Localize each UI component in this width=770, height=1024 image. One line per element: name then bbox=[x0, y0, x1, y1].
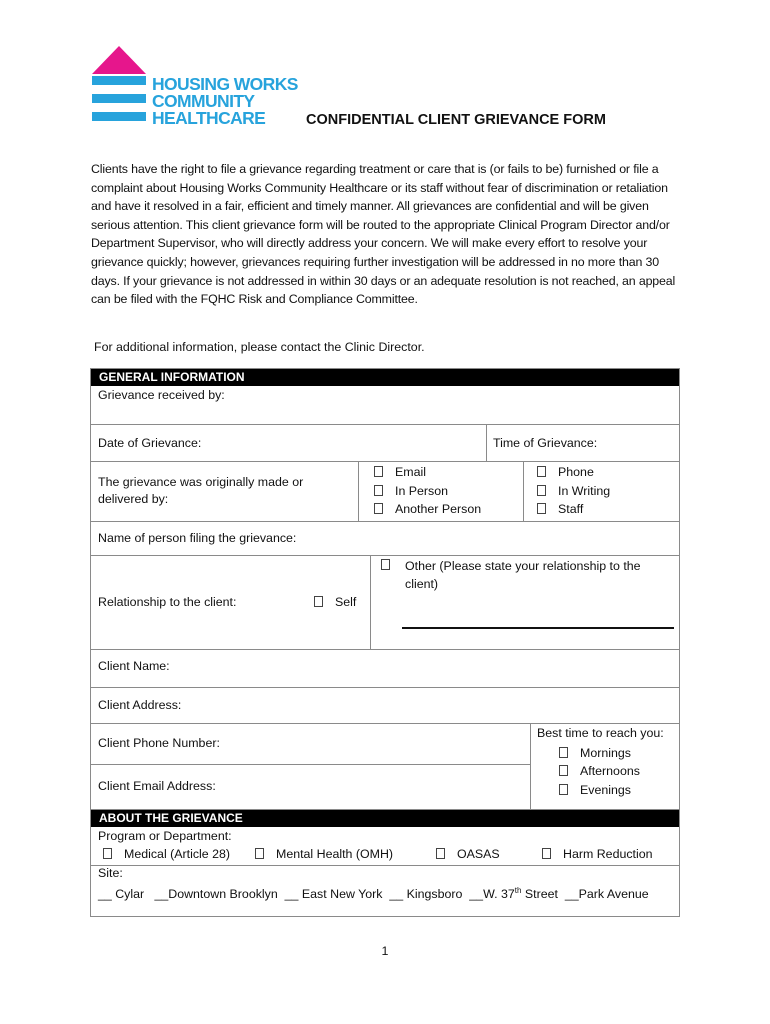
divider bbox=[530, 723, 531, 812]
logo-text-line2: COMMUNITY bbox=[152, 91, 255, 111]
contact-note: For additional information, please contact the Clinic Director. bbox=[94, 340, 425, 354]
divider bbox=[370, 555, 371, 649]
best-time-afternoons-checkbox[interactable]: Afternoons bbox=[559, 762, 640, 781]
relationship-other-input[interactable] bbox=[402, 627, 674, 629]
client-phone-label: Client Phone Number: bbox=[98, 736, 220, 750]
site-kingsboro[interactable]: __ Kingsboro bbox=[389, 887, 463, 902]
logo-bar bbox=[92, 76, 146, 85]
method-phone-checkbox[interactable]: Phone bbox=[537, 463, 594, 482]
checkbox-icon bbox=[255, 848, 264, 859]
checkbox-icon bbox=[559, 765, 568, 776]
method-staff-checkbox[interactable]: Staff bbox=[537, 500, 583, 519]
relationship-other-checkbox-icon[interactable] bbox=[381, 558, 390, 575]
form-title: CONFIDENTIAL CLIENT GRIEVANCE FORM bbox=[306, 112, 606, 128]
divider bbox=[90, 461, 680, 462]
client-address-label: Client Address: bbox=[98, 698, 182, 712]
divider bbox=[358, 461, 359, 521]
method-in-person-checkbox[interactable]: In Person bbox=[374, 482, 448, 501]
divider bbox=[90, 649, 680, 650]
checkbox-icon bbox=[542, 848, 551, 859]
logo-roof-icon bbox=[92, 46, 146, 74]
checkbox-icon bbox=[559, 747, 568, 758]
section-header-general: GENERAL INFORMATION bbox=[91, 369, 679, 386]
checkbox-icon bbox=[436, 848, 445, 859]
divider bbox=[90, 555, 680, 556]
logo-bar bbox=[92, 112, 146, 121]
checkbox-icon bbox=[374, 485, 383, 496]
made-by-label: The grievance was originally made or delivered by: bbox=[98, 475, 304, 506]
filer-name-label: Name of person filing the grievance: bbox=[98, 531, 297, 545]
logo-text-line3: HEALTHCARE bbox=[152, 108, 266, 128]
method-another-person-checkbox[interactable]: Another Person bbox=[374, 500, 481, 519]
checkbox-icon bbox=[537, 466, 546, 477]
divider bbox=[90, 764, 530, 765]
checkbox-icon bbox=[374, 466, 383, 477]
time-label: Time of Grievance: bbox=[493, 436, 598, 450]
best-time-evenings-checkbox[interactable]: Evenings bbox=[559, 781, 631, 800]
site-label: Site: bbox=[98, 866, 123, 880]
checkbox-icon bbox=[374, 503, 383, 514]
checkbox-icon bbox=[537, 485, 546, 496]
checkbox-icon bbox=[559, 784, 568, 795]
divider bbox=[90, 521, 680, 522]
checkbox-icon bbox=[103, 848, 112, 859]
program-harm-reduction-checkbox[interactable]: Harm Reduction bbox=[542, 845, 653, 864]
divider bbox=[90, 687, 680, 688]
logo-text-line1: HOUSING WORKS bbox=[152, 74, 298, 94]
checkbox-icon bbox=[537, 503, 546, 514]
site-options bbox=[98, 882, 649, 903]
best-time-label: Best time to reach you: bbox=[537, 726, 664, 740]
program-medical-checkbox[interactable]: Medical (Article 28) bbox=[103, 845, 230, 864]
relationship-label: Relationship to the client: bbox=[98, 595, 237, 609]
site-park-avenue[interactable]: __Park Avenue bbox=[564, 887, 649, 902]
relationship-self-checkbox[interactable]: Self bbox=[314, 593, 356, 612]
method-email-checkbox[interactable]: Email bbox=[374, 463, 426, 482]
page-number: 1 bbox=[381, 944, 389, 958]
divider bbox=[486, 424, 487, 461]
logo-bar bbox=[92, 94, 146, 103]
received-by-label: Grievance received by: bbox=[98, 388, 225, 402]
program-oasas-checkbox[interactable]: OASAS bbox=[436, 845, 500, 864]
method-in-writing-checkbox[interactable]: In Writing bbox=[537, 482, 610, 501]
divider bbox=[90, 865, 680, 866]
program-label: Program or Department: bbox=[98, 829, 232, 843]
site-cylar[interactable]: __ Cylar bbox=[98, 887, 145, 902]
client-name-label: Client Name: bbox=[98, 659, 170, 673]
divider bbox=[523, 461, 524, 521]
checkbox-icon bbox=[314, 596, 323, 607]
intro-paragraph: Clients have the right to file a grievance regarding treatment or care that is (or fails to be) furnished or file a complaint about Housing Works Community Healthcare or its staff without fear of discrimination or retaliation and have it resolved in a fair, efficient and timely manner. All grievances are confidential and will be given serious attention. This client grievance form will be routed to the appropriate Clinical Program Director and/or Department Supervisor, who will directly address your concern. We will make every effort to resolve your grievance quickly; however, grievances requiring further investigation will be addressed in no more than 30 days. If your grievance is not addressed in within 30 days or an adequate resolution is not reached, an appeal can be filed with the FQHC Risk and Compliance Committee. bbox=[91, 162, 676, 307]
divider bbox=[90, 723, 680, 724]
section-header-about: ABOUT THE GRIEVANCE bbox=[91, 810, 679, 827]
program-mental-health-checkbox[interactable]: Mental Health (OMH) bbox=[255, 845, 393, 864]
divider bbox=[90, 424, 680, 425]
date-label: Date of Grievance: bbox=[98, 436, 202, 450]
best-time-mornings-checkbox[interactable]: Mornings bbox=[559, 744, 631, 763]
site-w37[interactable]: __W. 37th Street bbox=[469, 886, 558, 902]
site-downtown-brooklyn[interactable]: __Downtown Brooklyn bbox=[154, 887, 278, 902]
site-east-new-york[interactable]: __ East New York bbox=[284, 887, 383, 902]
relationship-other-label: Other (Please state your relationship to the client) bbox=[405, 559, 641, 591]
client-email-label: Client Email Address: bbox=[98, 779, 216, 793]
